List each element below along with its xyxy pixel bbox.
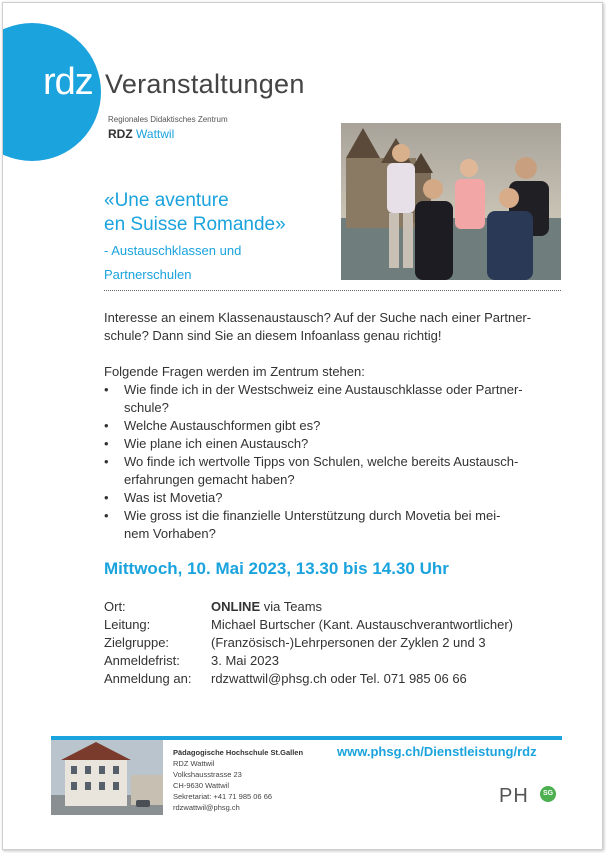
detail-label: Zielgruppe:	[104, 635, 170, 650]
footer-address	[173, 747, 303, 813]
list-item	[124, 453, 564, 489]
question-line: • Wie plane ich einen Austausch?	[124, 436, 309, 451]
center-abbr: RDZ	[108, 127, 133, 141]
page-title: Veranstaltungen	[105, 69, 305, 99]
intro-line-2: schule? Dann sind Sie an diesem Infoanlass genau richtig!	[104, 328, 442, 343]
list-item	[124, 489, 564, 507]
detail-value: (Französisch-)Lehrpersonen der Zyklen 2 und 3	[211, 635, 486, 650]
detail-label: Leitung:	[104, 617, 151, 632]
ph-logo: PH	[499, 785, 529, 807]
rdz-logo-text: rdz	[43, 61, 93, 103]
subheadline-line-1: - Austauschklassen und	[104, 243, 242, 258]
flyer-page	[2, 2, 603, 850]
detail-value: Michael Burtscher (Kant. Austauschverantwortlicher)	[211, 617, 514, 632]
address-line: CH-9630 Wattwil	[173, 781, 229, 790]
footer-url-link[interactable]: www.phsg.ch/Dienstleistung/rdz	[337, 744, 537, 759]
institution-name: Pädagogische Hochschule St.Gallen	[173, 748, 304, 757]
list-item	[124, 507, 564, 543]
detail-value-bold: ONLINE	[211, 599, 261, 614]
detail-row-anmeldefrist	[104, 652, 513, 670]
questions-intro: Folgende Fragen werden im Zentrum stehen:	[104, 364, 365, 379]
spacer	[104, 345, 564, 363]
question-line: erfahrungen gemacht haben?	[124, 472, 295, 487]
headline-line-1: «Une aventure	[104, 190, 229, 211]
center-subtitle: Regionales Didaktisches Zentrum	[108, 115, 228, 124]
address-line: rdzwattwil@phsg.ch	[173, 803, 240, 812]
event-description	[104, 309, 564, 543]
detail-label: Anmeldefrist:	[104, 653, 180, 668]
detail-label: Ort:	[104, 599, 126, 614]
building-photo	[51, 740, 163, 815]
event-subheadline	[104, 239, 241, 287]
detail-value	[211, 598, 322, 616]
address-line: Sekretariat: +41 71 985 06 66	[173, 792, 273, 801]
event-details	[104, 598, 513, 688]
question-line: • Was ist Movetia?	[124, 490, 223, 505]
detail-row-zielgruppe	[104, 634, 513, 652]
question-line: schule?	[124, 400, 169, 415]
students-photo	[341, 123, 561, 280]
event-date: Mittwoch, 10. Mai 2023, 13.30 bis 14.30 Uhr	[104, 559, 449, 578]
question-line: • Wie gross ist die finanzielle Unterstützung durch Movetia bei mei-	[124, 508, 501, 523]
sg-badge: SG	[540, 786, 556, 802]
questions-list	[104, 381, 564, 543]
detail-row-ort	[104, 598, 513, 616]
question-line: • Wo finde ich wertvolle Tipps von Schulen, welche bereits Austausch-	[124, 454, 519, 469]
question-line: nem Vorhaben?	[124, 526, 216, 541]
detail-value: 3. Mai 2023	[211, 653, 279, 668]
detail-row-anmeldung	[104, 670, 513, 688]
intro-line-1: Interesse an einem Klassenaustausch? Auf der Suche nach einer Partner-	[104, 310, 532, 325]
event-headline	[104, 189, 286, 237]
detail-label: Anmeldung an:	[104, 671, 192, 686]
detail-row-leitung	[104, 616, 513, 634]
list-item	[124, 417, 564, 435]
question-line: • Wie finde ich in der Westschweiz eine Austauschklasse oder Partner-	[124, 382, 523, 397]
detail-value-rest: via Teams	[260, 599, 323, 614]
question-line: • Welche Austauschformen gibt es?	[124, 418, 321, 433]
dotted-divider	[104, 290, 561, 291]
subheadline-line-2: Partnerschulen	[104, 267, 192, 282]
address-line: RDZ Wattwil	[173, 759, 215, 768]
list-item	[124, 381, 564, 417]
headline-line-2: en Suisse Romande»	[104, 214, 286, 235]
detail-value: rdzwattwil@phsg.ch oder Tel. 071 985 06 66	[211, 671, 467, 686]
address-line: Volkshausstrasse 23	[173, 770, 242, 779]
center-location: Wattwil	[136, 127, 175, 141]
center-name	[108, 127, 174, 141]
list-item	[124, 435, 564, 453]
